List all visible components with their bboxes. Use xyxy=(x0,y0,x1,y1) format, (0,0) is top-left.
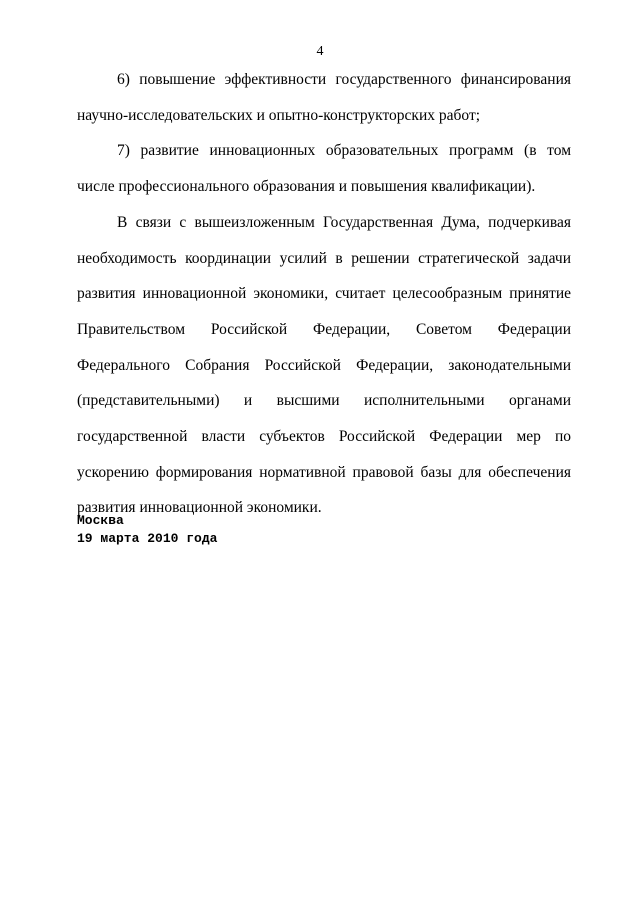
paragraph-item-7: 7) развитие инновационных образовательных программ (в том числе профессионального образования и повышения квалификации). xyxy=(77,142,571,196)
document-body xyxy=(77,62,571,526)
signature-place: Москва xyxy=(77,513,124,528)
paragraph-resolution: В связи с вышеизложенным Государственная Дума, подчеркивая необходимость координации усилий в решении стратегической задачи развития инновационной экономики, считает целесообразным принятие Правительством Российской Федерации, Советом Федерации Федерального Собрания Российской Федерации, законодательными (представительными) и высшими исполнительными органами государственной власти субъектов Российской Федерации мер по ускорению формирования нормативной правовой базы для обеспечения развития инновационной экономики. xyxy=(77,213,571,517)
page-number: 4 xyxy=(316,44,324,59)
signature-date: 19 марта 2010 года xyxy=(77,531,218,546)
signature-block xyxy=(77,512,217,548)
paragraph-item-6: 6) повышение эффективности государственного финансирования научно-исследовательских и опытно-конструкторских работ; xyxy=(77,71,571,124)
